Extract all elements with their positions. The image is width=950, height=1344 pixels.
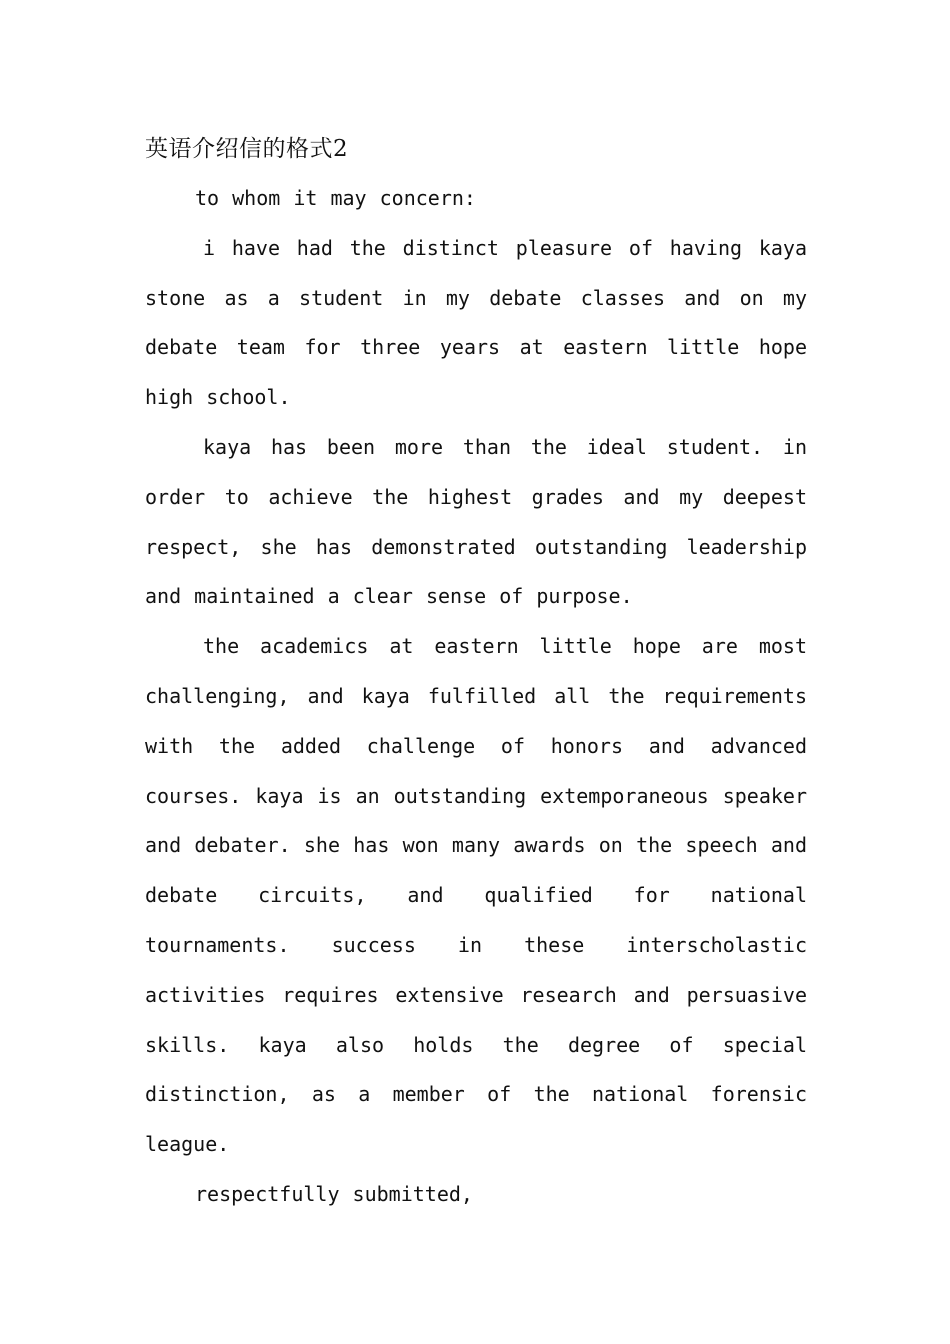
closing: respectfully submitted, — [195, 1181, 473, 1206]
letter-body — [145, 124, 807, 1220]
paragraph-achievements: the academics at eastern little hope are most challenging, and kaya fulfilled all the requirements with the added challenge of honors and advanced courses. kaya is an outstanding extemporaneous speaker and debater. she has won many awards on the speech and debate circuits, and qualified for national tournaments. success in these interscholastic activities requires extensive research and persuasive skills. kaya also holds the degree of special distinction, as a member of the national forensic league. — [145, 634, 807, 1157]
salutation: to whom it may concern: — [195, 186, 476, 210]
document-title: 英语介绍信的格式2 — [145, 136, 349, 162]
paragraph-introduction: i have had the distinct pleasure of having kaya stone as a student in my debate classes and on my debate team for three years at eastern little hope high school. — [145, 235, 807, 410]
paragraph-character: kaya has been more than the ideal student. in order to achieve the highest grades and my deepest respect, she has demonstrated outstanding leadership and maintained a clear sense of purpose. — [145, 434, 807, 609]
